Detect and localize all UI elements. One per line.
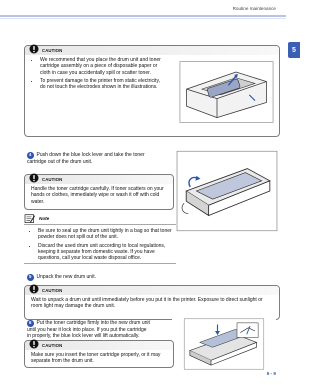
header-rule-light (0, 18, 286, 19)
caution-icon (29, 284, 39, 294)
chapter-tab: 5 (288, 42, 300, 58)
drum-figure (176, 150, 278, 232)
list-item: • Be sure to seal up the drum unit tightly in a bag so that toner powder does not spill out of the unit. (38, 228, 176, 241)
step-number: 4 (27, 152, 34, 159)
caution-icon (29, 44, 39, 54)
step-6 (27, 320, 151, 339)
caution-label: CAUTION (42, 177, 63, 182)
note-divider (24, 263, 176, 264)
caution-box-3 (24, 285, 280, 320)
caution-header (25, 46, 279, 55)
step-text: Unpack the new drum unit. (36, 274, 96, 280)
caution-box-1 (24, 45, 280, 137)
running-header: Routine maintenance (232, 6, 276, 11)
caution-header (25, 175, 173, 184)
caution-box-4 (24, 340, 174, 368)
list-item: • We recommend that you place the drum unit and toner cartridge assembly on a piece of disposable paper or cloth in case you accidentally spill or scatter toner. (40, 57, 163, 76)
note-divider (24, 224, 176, 225)
caution-header (25, 286, 279, 295)
caution-box-2 (24, 174, 174, 210)
header-rule (0, 15, 286, 17)
step-5 (27, 274, 227, 281)
note-block (24, 214, 176, 264)
caution-text: Handle the toner cartridge carefully. If toner scatters on your hands or clothes, immediately wipe or wash it off with cold water. (31, 186, 164, 205)
note-label: Note (39, 216, 50, 221)
step-text: Put the toner cartridge firmly into the new drum unit until you hear it lock into place. If you put the cartridge in properly, the blue lock lever will lift automatically. (27, 320, 150, 339)
caution-icon (29, 339, 39, 349)
step-4 (27, 152, 151, 165)
list-item: • To prevent damage to the printer from static electricity, do not touch the electrodes shown in the illustrations. (40, 78, 163, 91)
caution-label: CAUTION (42, 48, 63, 53)
caution-text: Make sure you insert the toner cartridge properly, or it may separate from the drum unit. (31, 352, 161, 365)
caution-label: CAUTION (42, 288, 63, 293)
note-list (24, 228, 176, 261)
step-number: 5 (27, 274, 34, 281)
caution-icon (29, 173, 39, 183)
printer-figure (179, 58, 274, 126)
list-item: • Discard the used drum unit according to local regulations, keeping it separate from domestic waste. If you have questions, call your local waste disposal office. (38, 243, 176, 262)
caution-list (31, 57, 163, 90)
page-number: 5 - 9 (266, 371, 276, 376)
note-icon (24, 214, 36, 224)
cartridge-insert-figure (172, 318, 276, 370)
caution-header (25, 341, 173, 350)
step-text: Push down the blue lock lever and take the toner cartridge out of the drum unit. (27, 152, 145, 165)
note-header (24, 214, 176, 223)
caution-text: Wait to unpack a drum unit until immediately before you put it in the printer. Exposure to direct sunlight or room light may damage the drum unit. (31, 297, 263, 310)
step-number: 6 (27, 320, 34, 327)
caution-label: CAUTION (42, 343, 63, 348)
